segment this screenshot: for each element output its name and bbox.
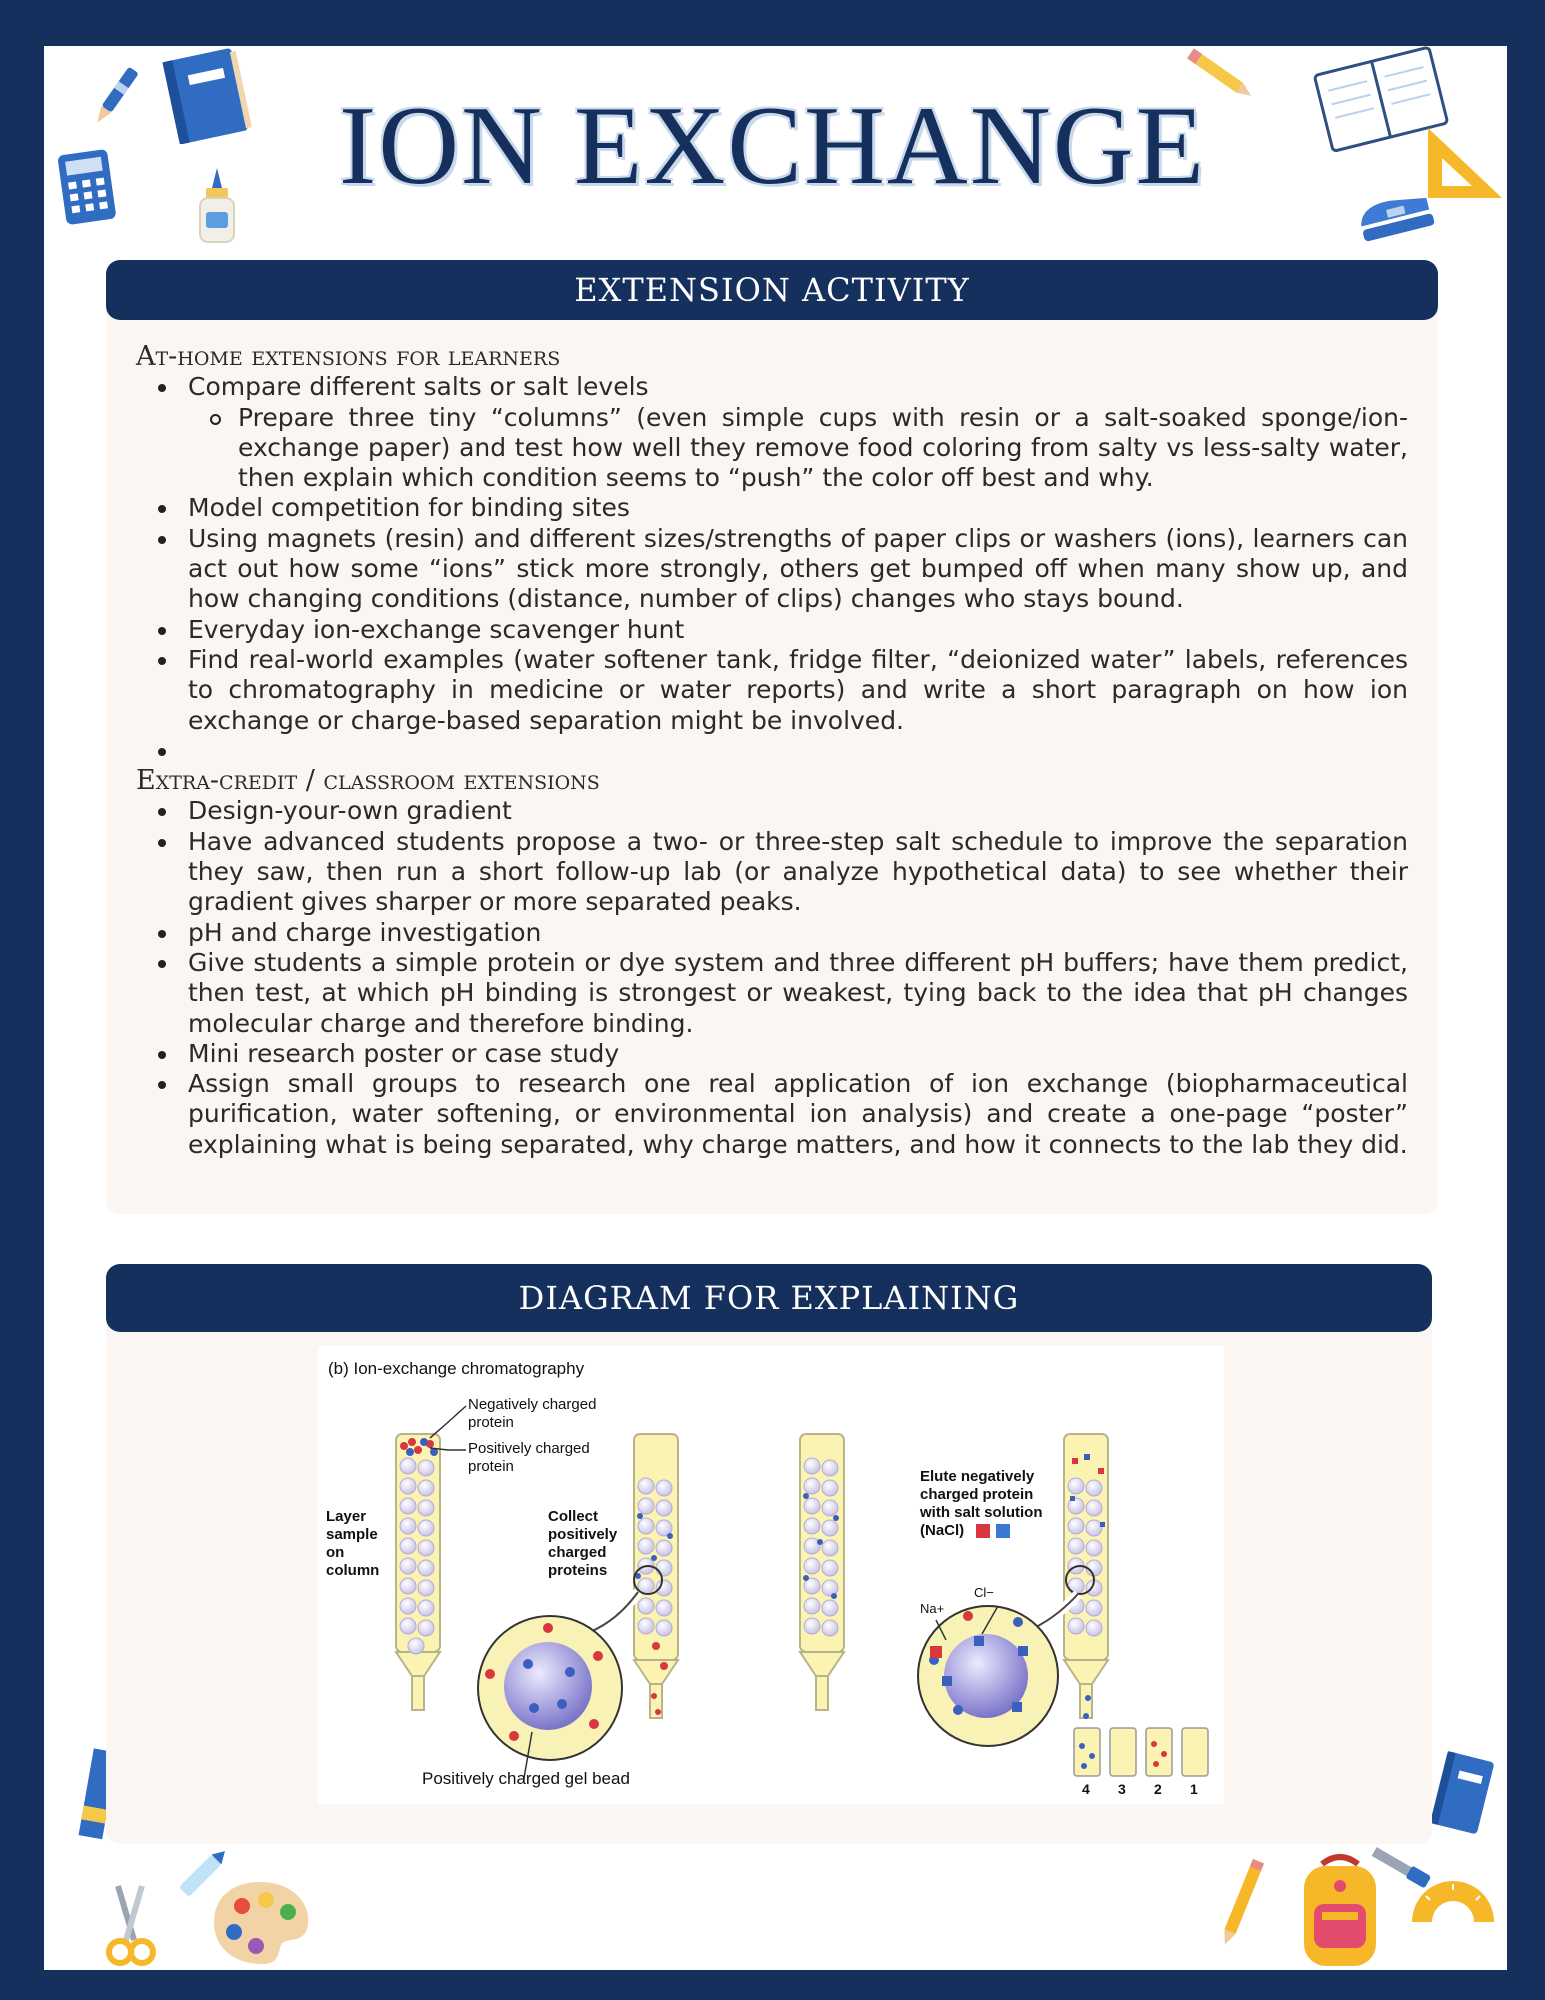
column-1 — [396, 1434, 440, 1710]
collect-label: Collect positively charged proteins — [548, 1508, 618, 1579]
home-extensions-list — [136, 372, 1408, 766]
positive-protein-label: Positively charged protein — [468, 1440, 590, 1475]
scissors-icon — [100, 1880, 160, 1970]
list-item: Model competition for binding sites — [136, 493, 1408, 523]
home-extensions-heading: At-home extensions for learners — [136, 341, 561, 372]
column-3 — [800, 1434, 844, 1710]
list-item: Have advanced students propose a two- or three-step salt schedule to improve the separation they saw, then run a short follow-up lab (or analyze hypothetical data) to see whether their gradient gives sharper or more separated peaks. — [136, 827, 1408, 918]
page-title: ION EXCHANGE — [338, 84, 1206, 208]
list-item: Mini research poster or case study — [136, 1039, 1408, 1069]
classroom-extensions-heading: Extra-credit / classroom extensions — [136, 765, 600, 797]
extension-content — [136, 342, 1408, 1160]
protractor-icon — [1408, 1870, 1498, 1926]
diagram-caption: (b) Ion-exchange chromatography — [328, 1359, 585, 1378]
list-item: pH and charge investigation — [136, 918, 1408, 948]
list-item: Using magnets (resin) and different sizes/strengths of paper clips or washers (ions), learners can act out how some “ions” stick more strongly, others get bumped off when many show up, and how changing conditions (distance, number of clips) changes who stays bound. — [136, 524, 1408, 615]
list-item: Design-your-own gradient — [136, 796, 1408, 826]
chloride-label: Cl− — [974, 1585, 994, 1600]
tube-number-2: 2 — [1154, 1781, 1162, 1797]
list-item: Find real-world examples (water softener tank, fridge filter, “deionized water” labels, references to chromatography in medicine or water reports) and write a short paragraph on how ion exchange or charge-based separation might be involved. — [136, 645, 1408, 736]
gel-bead-label: Positively charged gel bead — [422, 1769, 630, 1788]
sodium-label: Na+ — [920, 1601, 945, 1616]
classroom-extensions-list — [136, 796, 1408, 1160]
collection-tubes — [1074, 1728, 1208, 1776]
tube-number-3: 3 — [1118, 1781, 1126, 1797]
positively-charged-bead — [478, 1616, 622, 1778]
list-subitem: Prepare three tiny “columns” (even simple cups with resin or a salt-soaked sponge/ion-exchange paper) and test how well they remove food coloring from salty vs less-salty water, then explain which condition seems to “push” the color off best and why. — [136, 403, 1408, 494]
list-item: Compare different salts or salt levels — [136, 372, 1408, 402]
extension-activity-bar: EXTENSION ACTIVITY — [106, 260, 1438, 320]
book-icon-bottom-right — [1428, 1750, 1498, 1838]
palette-icon — [208, 1876, 314, 1970]
tube-number-4: 4 — [1082, 1781, 1090, 1797]
diagram-graphic — [318, 1346, 1224, 1804]
diagram-bar: DIAGRAM FOR EXPLAINING — [106, 1264, 1432, 1332]
elute-label: Elute negatively charged protein with salt solution (NaCl) — [920, 1468, 1043, 1539]
list-item: Give students a simple protein or dye system and three different pH buffers; have them predict, then test, at which pH binding is strongest or weakest, tying back to the idea that pH changes molecular charge and therefore binding. — [136, 948, 1408, 1039]
ion-exchange-diagram — [318, 1346, 1224, 1804]
pencil-icon-bottom — [1212, 1852, 1272, 1952]
layer-sample-label: Layer sample on column — [326, 1508, 380, 1579]
tube-number-1: 1 — [1190, 1781, 1198, 1797]
empty-list-item — [136, 736, 1408, 766]
list-item: Everyday ion-exchange scavenger hunt — [136, 615, 1408, 645]
negative-protein-label: Negatively charged protein — [468, 1396, 597, 1431]
list-item: Assign small groups to research one real application of ion exchange (biopharmaceutical purification, water softening, or environmental ion analysis) and create a one-page “poster” explaining what is being separated, why charge matters, and how it connects to the lab they did. — [136, 1069, 1408, 1160]
salt-elution-bead — [918, 1606, 1058, 1746]
